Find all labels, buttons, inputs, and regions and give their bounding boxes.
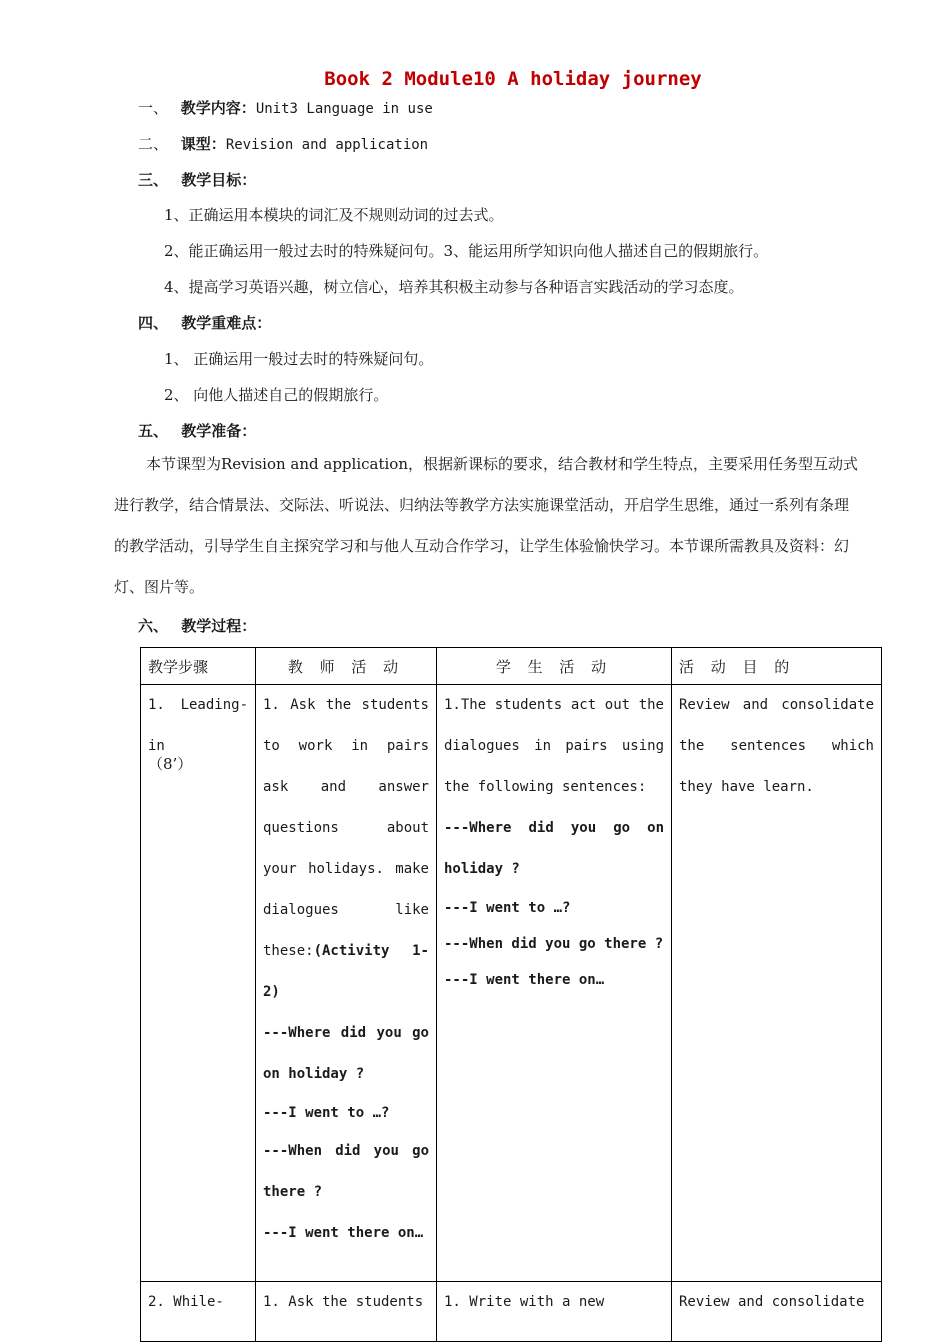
section-key-points (138, 312, 271, 333)
section-label: 教学过程： (181, 617, 257, 635)
student-activity: 1.The students act out the dialogues in pairs using the following sentences: (444, 697, 664, 795)
purpose-cell (672, 685, 882, 1282)
student-cell (437, 685, 672, 1282)
section-label: 教学准备： (181, 422, 257, 440)
step-cell (141, 685, 256, 1282)
section-goals (138, 169, 256, 190)
purpose-cell: Review and consolidate (672, 1282, 882, 1342)
goal-item: 4、提高学习英语兴趣，树立信心，培养其积极主动参与各种语言实践活动的学习态度。 (164, 278, 744, 296)
teacher-line: ---Where did you go on holiday ? (263, 1025, 429, 1082)
student-line: ---I went to …? (444, 900, 571, 916)
teacher-line: ---When did you go there ? (263, 1143, 429, 1200)
section-number: 五、 (138, 422, 169, 440)
step-label: 1. Leading-in (148, 697, 248, 754)
section-label: 教学内容： (180, 99, 256, 117)
teacher-activity: 1. Ask the students to work in pairs ask and answer questions about your holidays. make dialogues like these:(Activity 1-2) (263, 697, 429, 1000)
section-preparation (138, 420, 256, 441)
section-value: Unit3 Language in use (255, 101, 433, 117)
teacher-line: ---I went to …? (263, 1105, 390, 1121)
header-step: 教学步骤 (141, 648, 256, 685)
section-type (138, 133, 428, 154)
goal-item: 2、能正确运用一般过去时的特殊疑问句。3、能运用所学知识向他人描述自己的假期旅行。 (164, 242, 769, 260)
header-teacher: 教 师 活 动 (256, 648, 437, 685)
key-point-item: 2、 向他人描述自己的假期旅行。 (164, 386, 389, 404)
teacher-cell: 1. Ask the students (256, 1282, 437, 1342)
section-number: 四、 (138, 314, 169, 332)
process-table (140, 647, 882, 1342)
document-title: Book 2 Module10 A holiday journey (324, 68, 702, 90)
table-row (141, 685, 882, 1282)
student-line: ---I went there on… (444, 972, 605, 988)
section-number: 一、 (138, 99, 169, 117)
section-number: 三、 (138, 171, 169, 189)
section-value: Revision and application (225, 137, 429, 153)
purpose-text: Review and consolidate the sentences which they have learn. (679, 697, 874, 795)
teacher-line: ---I went there on… (263, 1225, 424, 1241)
step-cell: 2. While- (141, 1282, 256, 1342)
teacher-cell (256, 685, 437, 1282)
table-row (141, 1282, 882, 1342)
section-process (138, 615, 256, 636)
section-number: 二、 (138, 135, 169, 153)
step-time: （8’） (148, 755, 193, 773)
section-label: 教学重难点： (181, 314, 272, 332)
table-header-row (141, 648, 882, 685)
header-purpose: 活 动 目 的 (672, 648, 882, 685)
section-label: 教学目标： (181, 171, 257, 189)
goal-item: 1、正确运用本模块的词汇及不规则动词的过去式。 (164, 206, 504, 224)
section-number: 六、 (138, 617, 169, 635)
section-label: 课型： (180, 135, 226, 153)
student-line: ---Where did you go on holiday ? (444, 820, 664, 877)
student-cell: 1. Write with a new (437, 1282, 672, 1342)
section-content (138, 97, 433, 118)
header-student: 学 生 活 动 (437, 648, 672, 685)
key-point-item: 1、 正确运用一般过去时的特殊疑问句。 (164, 350, 434, 368)
preparation-paragraph: 本节课型为Revision and application，根据新课标的要求，结合教材和学生特点，主要采用任务型互动式进行教学，结合情景法、交际法、听说法、归纳法等教学方法实施课堂活动，开启学生思维，通过一系列有条理的教学活动，引导学生自主探究学习和与他人互动合作学习，让学生体验愉快学习。本节课所需教具及资料：幻灯、图片等。 (114, 455, 858, 596)
student-line: ---When did you go there ? (444, 936, 664, 952)
